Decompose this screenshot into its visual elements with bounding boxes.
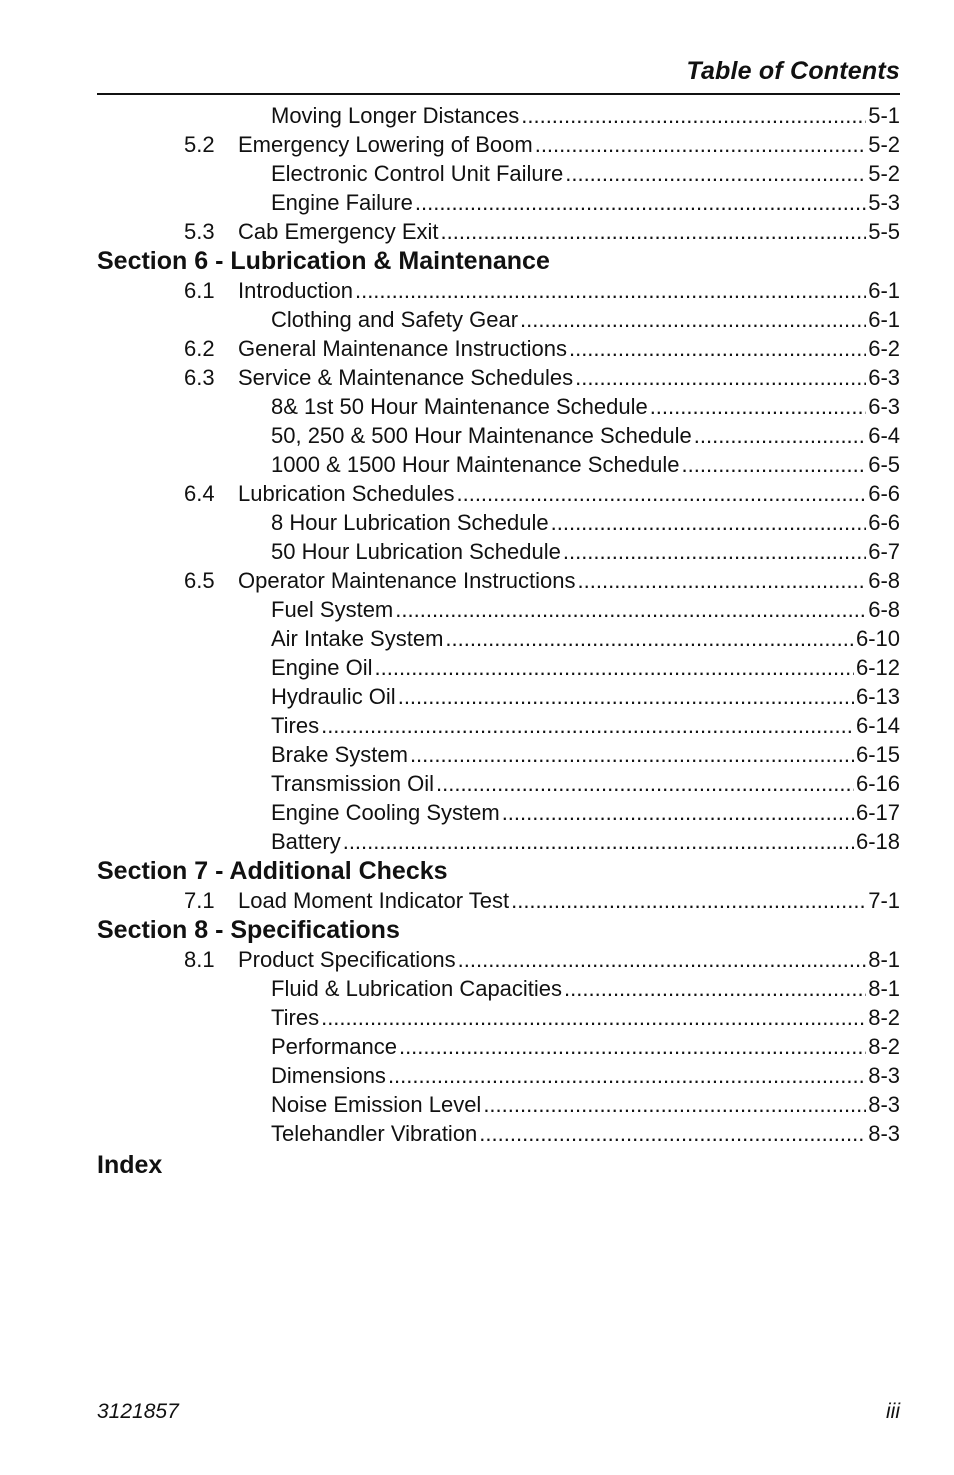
- toc-subentry[interactable]: [97, 974, 900, 1003]
- toc-entry-line: [271, 974, 900, 1003]
- toc-entry-line: [271, 595, 900, 624]
- toc-entry-page: 6-7: [868, 539, 900, 564]
- toc-entry[interactable]: [97, 566, 900, 595]
- toc-subentry[interactable]: [97, 682, 900, 711]
- toc-subentry[interactable]: [97, 188, 900, 217]
- toc-subentry[interactable]: [97, 827, 900, 856]
- toc-entry[interactable]: [97, 886, 900, 915]
- toc-entry-line: [271, 624, 900, 653]
- toc-entry[interactable]: [97, 334, 900, 363]
- toc-entry[interactable]: [97, 363, 900, 392]
- toc-entry-page: 6-16: [855, 771, 900, 796]
- toc-entry-line: [238, 945, 900, 974]
- dot-leader: [436, 769, 854, 798]
- section-heading[interactable]: Section 8 - Specifications: [97, 916, 400, 944]
- toc-subentry[interactable]: [97, 624, 900, 653]
- toc-subentry[interactable]: [97, 159, 900, 188]
- dot-leader: [650, 392, 867, 421]
- toc-entry-line: [271, 159, 900, 188]
- dot-leader: [551, 508, 867, 537]
- toc-entry-title: Electronic Control Unit Failure: [271, 161, 564, 186]
- dot-leader: [343, 827, 854, 856]
- toc-entry-title: Cab Emergency Exit: [238, 219, 439, 244]
- toc-entry-page: 6-13: [855, 684, 900, 709]
- toc-entry-title: Service & Maintenance Schedules: [238, 365, 574, 390]
- toc-entry-title: Moving Longer Distances: [271, 103, 520, 128]
- toc-entry-line: [238, 217, 900, 246]
- toc-entry-line: [271, 653, 900, 682]
- toc-entry-line: [271, 188, 900, 217]
- table-of-contents: [97, 101, 900, 1180]
- toc-entry-page: 8-3: [868, 1063, 900, 1088]
- dot-leader: [502, 798, 854, 827]
- toc-entry-title: Lubrication Schedules: [238, 481, 455, 506]
- toc-entry[interactable]: [97, 276, 900, 305]
- toc-entry-title: 8 Hour Lubrication Schedule: [271, 510, 549, 535]
- toc-entry-page: 8-3: [868, 1121, 900, 1146]
- toc-subentry[interactable]: [97, 450, 900, 479]
- toc-entry-page: 6-18: [855, 829, 900, 854]
- toc-entry-line: [271, 1119, 900, 1148]
- toc-entry-title: Introduction: [238, 278, 353, 303]
- dot-leader: [456, 479, 866, 508]
- toc-entry-page: 6-5: [868, 452, 900, 477]
- toc-subentry[interactable]: [97, 1090, 900, 1119]
- toc-entry-line: [271, 508, 900, 537]
- toc-subentry[interactable]: [97, 1032, 900, 1061]
- toc-entry-line: [238, 479, 900, 508]
- toc-entry[interactable]: [97, 217, 900, 246]
- toc-entry-line: [238, 276, 900, 305]
- toc-subentry[interactable]: [97, 595, 900, 624]
- dot-leader: [399, 1032, 866, 1061]
- dot-leader: [395, 595, 866, 624]
- toc-subentry[interactable]: [97, 537, 900, 566]
- toc-subentry[interactable]: [97, 305, 900, 334]
- toc-subentry[interactable]: [97, 769, 900, 798]
- toc-subentry[interactable]: [97, 1119, 900, 1148]
- toc-entry-title: Engine Oil: [271, 655, 373, 680]
- toc-entry-page: 7-1: [868, 888, 900, 913]
- toc-entry-title: Clothing and Safety Gear: [271, 307, 519, 332]
- toc-entry-title: Engine Cooling System: [271, 800, 500, 825]
- toc-entry-title: Load Moment Indicator Test: [238, 888, 510, 913]
- toc-entry-page: 5-2: [868, 132, 900, 157]
- toc-entry-title: Performance: [271, 1034, 397, 1059]
- toc-entry-page: 6-12: [855, 655, 900, 680]
- toc-entry-line: [271, 101, 900, 130]
- toc-entry-title: Hydraulic Oil: [271, 684, 396, 709]
- dot-leader: [682, 450, 867, 479]
- toc-entry-title: 8& 1st 50 Hour Maintenance Schedule: [271, 394, 648, 419]
- toc-entry-number: 6.4: [184, 481, 215, 506]
- toc-entry-title: Transmission Oil: [271, 771, 434, 796]
- toc-subentry[interactable]: [97, 392, 900, 421]
- toc-entry-page: 6-1: [868, 278, 900, 303]
- page-number: iii: [886, 1400, 900, 1423]
- toc-entry-line: [271, 711, 900, 740]
- toc-entry-page: 8-2: [868, 1034, 900, 1059]
- toc-subentry[interactable]: [97, 1061, 900, 1090]
- toc-entry-line: [271, 740, 900, 769]
- toc-entry-title: General Maintenance Instructions: [238, 336, 567, 361]
- toc-entry-page: 5-5: [868, 219, 900, 244]
- toc-entry-line: [271, 450, 900, 479]
- dot-leader: [355, 276, 866, 305]
- dot-leader: [569, 334, 866, 363]
- dot-leader: [564, 974, 866, 1003]
- toc-entry-line: [238, 566, 900, 595]
- toc-entry-page: 6-17: [855, 800, 900, 825]
- toc-entry-number: 6.5: [184, 568, 215, 593]
- dot-leader: [694, 421, 866, 450]
- dot-leader: [410, 740, 854, 769]
- toc-entry-page: 6-3: [868, 365, 900, 390]
- toc-entry-title: Tires: [271, 713, 320, 738]
- toc-entry-page: 6-14: [855, 713, 900, 738]
- dot-leader: [578, 566, 867, 595]
- dot-leader: [375, 653, 854, 682]
- toc-entry-page: 6-3: [868, 394, 900, 419]
- toc-entry-page: 6-8: [868, 568, 900, 593]
- toc-entry-page: 6-6: [868, 510, 900, 535]
- dot-leader: [535, 130, 867, 159]
- dot-leader: [483, 1090, 866, 1119]
- toc-subentry[interactable]: [97, 421, 900, 450]
- toc-entry-line: [271, 305, 900, 334]
- toc-entry-title: Battery: [271, 829, 341, 854]
- toc-entry-title: 50, 250 & 500 Hour Maintenance Schedule: [271, 423, 692, 448]
- toc-entry-title: 50 Hour Lubrication Schedule: [271, 539, 561, 564]
- toc-entry-title: Operator Maintenance Instructions: [238, 568, 576, 593]
- toc-entry-line: [271, 798, 900, 827]
- toc-entry-number: 5.3: [184, 219, 215, 244]
- toc-entry-page: 8-1: [868, 947, 900, 972]
- document-number: 3121857: [97, 1400, 179, 1423]
- toc-entry-number: 8.1: [184, 947, 215, 972]
- dot-leader: [458, 945, 867, 974]
- dot-leader: [388, 1061, 866, 1090]
- toc-entry-line: [271, 1061, 900, 1090]
- section-heading[interactable]: Section 7 - Additional Checks: [97, 857, 448, 885]
- toc-entry-page: 5-1: [868, 103, 900, 128]
- toc-entry-title: Engine Failure: [271, 190, 413, 215]
- toc-entry-title: Product Specifications: [238, 947, 456, 972]
- dot-leader: [520, 305, 866, 334]
- toc-entry-title: 1000 & 1500 Hour Maintenance Schedule: [271, 452, 680, 477]
- toc-entry-page: 8-1: [868, 976, 900, 1001]
- dot-leader: [321, 1003, 866, 1032]
- toc-entry-title: Air Intake System: [271, 626, 444, 651]
- toc-entry-number: 6.2: [184, 336, 215, 361]
- header-divider: [97, 93, 900, 95]
- toc-entry-line: [271, 1003, 900, 1032]
- toc-entry-page: 6-6: [868, 481, 900, 506]
- toc-entry-title: Telehandler Vibration: [271, 1121, 478, 1146]
- toc-entry-page: 6-1: [868, 307, 900, 332]
- toc-entry-line: [238, 334, 900, 363]
- toc-subentry[interactable]: [97, 508, 900, 537]
- dot-leader: [479, 1119, 866, 1148]
- toc-subentry[interactable]: [97, 798, 900, 827]
- toc-entry-line: [238, 886, 900, 915]
- toc-entry-line: [271, 537, 900, 566]
- toc-entry-line: [271, 421, 900, 450]
- toc-entry-title: Brake System: [271, 742, 408, 767]
- toc-entry-line: [271, 1032, 900, 1061]
- dot-leader: [521, 101, 866, 130]
- dot-leader: [575, 363, 866, 392]
- section-heading[interactable]: Section 6 - Lubrication & Maintenance: [97, 247, 550, 275]
- dot-leader: [445, 624, 854, 653]
- toc-entry-title: Fluid & Lubrication Capacities: [271, 976, 563, 1001]
- toc-entry-line: [271, 827, 900, 856]
- dot-leader: [415, 188, 866, 217]
- toc-entry[interactable]: [97, 130, 900, 159]
- toc-subentry[interactable]: [97, 653, 900, 682]
- toc-entry-title: Dimensions: [271, 1063, 386, 1088]
- toc-entry-number: 5.2: [184, 132, 215, 157]
- toc-entry-title: Fuel System: [271, 597, 394, 622]
- dot-leader: [398, 682, 854, 711]
- toc-entry-line: [271, 392, 900, 421]
- toc-entry-page: 5-3: [868, 190, 900, 215]
- toc-subentry[interactable]: [97, 711, 900, 740]
- toc-entry-number: 6.3: [184, 365, 215, 390]
- toc-entry[interactable]: [97, 479, 900, 508]
- dot-leader: [565, 159, 866, 188]
- toc-entry[interactable]: [97, 945, 900, 974]
- toc-entry-line: [271, 1090, 900, 1119]
- dot-leader: [511, 886, 866, 915]
- toc-entry-number: 6.1: [184, 278, 215, 303]
- toc-entry-number: 7.1: [184, 888, 215, 913]
- dot-leader: [563, 537, 866, 566]
- toc-subentry[interactable]: [97, 740, 900, 769]
- toc-entry-page: 6-4: [868, 423, 900, 448]
- toc-entry-page: 6-15: [855, 742, 900, 767]
- toc-subentry[interactable]: [97, 1003, 900, 1032]
- toc-entry-line: [271, 682, 900, 711]
- dot-leader: [441, 217, 867, 246]
- index-heading[interactable]: Index: [97, 1151, 163, 1179]
- toc-entry-title: Noise Emission Level: [271, 1092, 482, 1117]
- toc-subentry[interactable]: [97, 101, 900, 130]
- toc-entry-page: 6-10: [855, 626, 900, 651]
- dot-leader: [321, 711, 854, 740]
- toc-entry-page: 8-3: [868, 1092, 900, 1117]
- toc-entry-line: [238, 130, 900, 159]
- toc-entry-title: Emergency Lowering of Boom: [238, 132, 533, 157]
- toc-entry-page: 8-2: [868, 1005, 900, 1030]
- page-header-title: Table of Contents: [686, 57, 900, 85]
- toc-entry-page: 5-2: [868, 161, 900, 186]
- toc-entry-line: [271, 769, 900, 798]
- toc-entry-line: [238, 363, 900, 392]
- toc-entry-page: 6-8: [868, 597, 900, 622]
- toc-entry-page: 6-2: [868, 336, 900, 361]
- toc-entry-title: Tires: [271, 1005, 320, 1030]
